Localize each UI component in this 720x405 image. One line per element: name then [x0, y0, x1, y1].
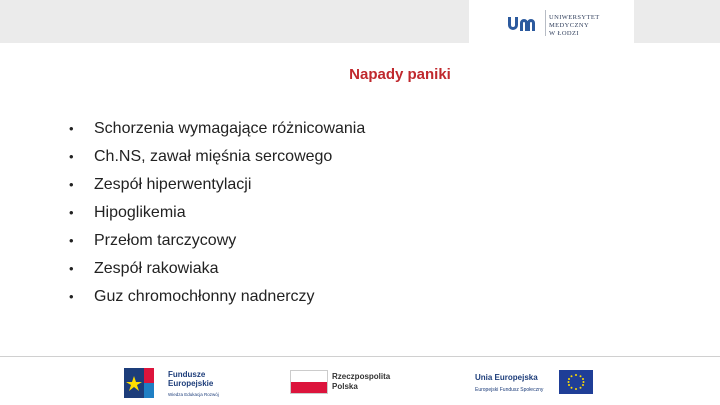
fundusze-subtitle: Wiedza Edukacja Rozwój: [168, 392, 219, 397]
fundusze-line: Fundusze: [168, 370, 206, 379]
um-logo-icon: [507, 14, 541, 32]
list-item: [64, 230, 365, 258]
bullet-icon: •: [69, 261, 74, 276]
rp-line: Polska: [332, 382, 358, 391]
rzeczpospolita-logo: [290, 370, 420, 396]
list-item-text: Schorzenia wymagające różnicowania: [94, 120, 366, 137]
slide-title: Napady paniki: [349, 66, 451, 83]
ue-subtitle: Europejski Fundusz Społeczny: [475, 387, 544, 393]
list-item-text: Przełom tarczycowy: [94, 232, 237, 249]
bullet-icon: •: [69, 177, 74, 192]
fundusze-star-icon: [124, 368, 168, 398]
bullet-icon: •: [69, 289, 74, 304]
rzeczpospolita-text: [332, 372, 390, 392]
fundusze-line: Europejskie: [168, 379, 214, 388]
list-item-text: Guz chromochłonny nadnerczy: [94, 288, 315, 305]
bullet-icon: •: [69, 121, 74, 136]
university-name-line: UNIWERSYTET: [549, 14, 600, 21]
logo-divider: [545, 10, 546, 36]
unia-europejska-logo: [475, 370, 600, 396]
list-item: [64, 174, 365, 202]
list-item-text: Zespół rakowiaka: [94, 260, 219, 277]
university-logo: [469, 0, 634, 43]
list-item-text: Hipoglikemia: [94, 204, 186, 221]
rp-line: Rzeczpospolita: [332, 372, 391, 381]
university-name-line: W ŁODZI: [549, 30, 579, 37]
list-item-text: Ch.NS, zawał mięśnia sercowego: [94, 148, 333, 165]
polish-flag-icon: [290, 370, 328, 394]
list-item-text: Zespół hiperwentylacji: [94, 176, 252, 193]
bullet-icon: •: [69, 205, 74, 220]
university-name-line: MEDYCZNY: [549, 22, 590, 29]
bullet-icon: •: [69, 233, 74, 248]
ue-title: Unia Europejska: [475, 373, 538, 382]
fundusze-text: [168, 370, 213, 388]
list-item: [64, 258, 365, 286]
list-item: [64, 286, 365, 314]
footer-logos: [0, 360, 720, 405]
list-item: [64, 202, 365, 230]
bullet-list: [64, 118, 365, 314]
fundusze-europejskie-logo: [124, 364, 224, 400]
bullet-icon: •: [69, 149, 74, 164]
list-item: [64, 146, 365, 174]
footer-divider: [0, 356, 720, 357]
university-name: [549, 14, 629, 38]
eu-flag-icon: [559, 370, 593, 394]
top-bar: [0, 0, 720, 43]
list-item: [64, 118, 365, 146]
